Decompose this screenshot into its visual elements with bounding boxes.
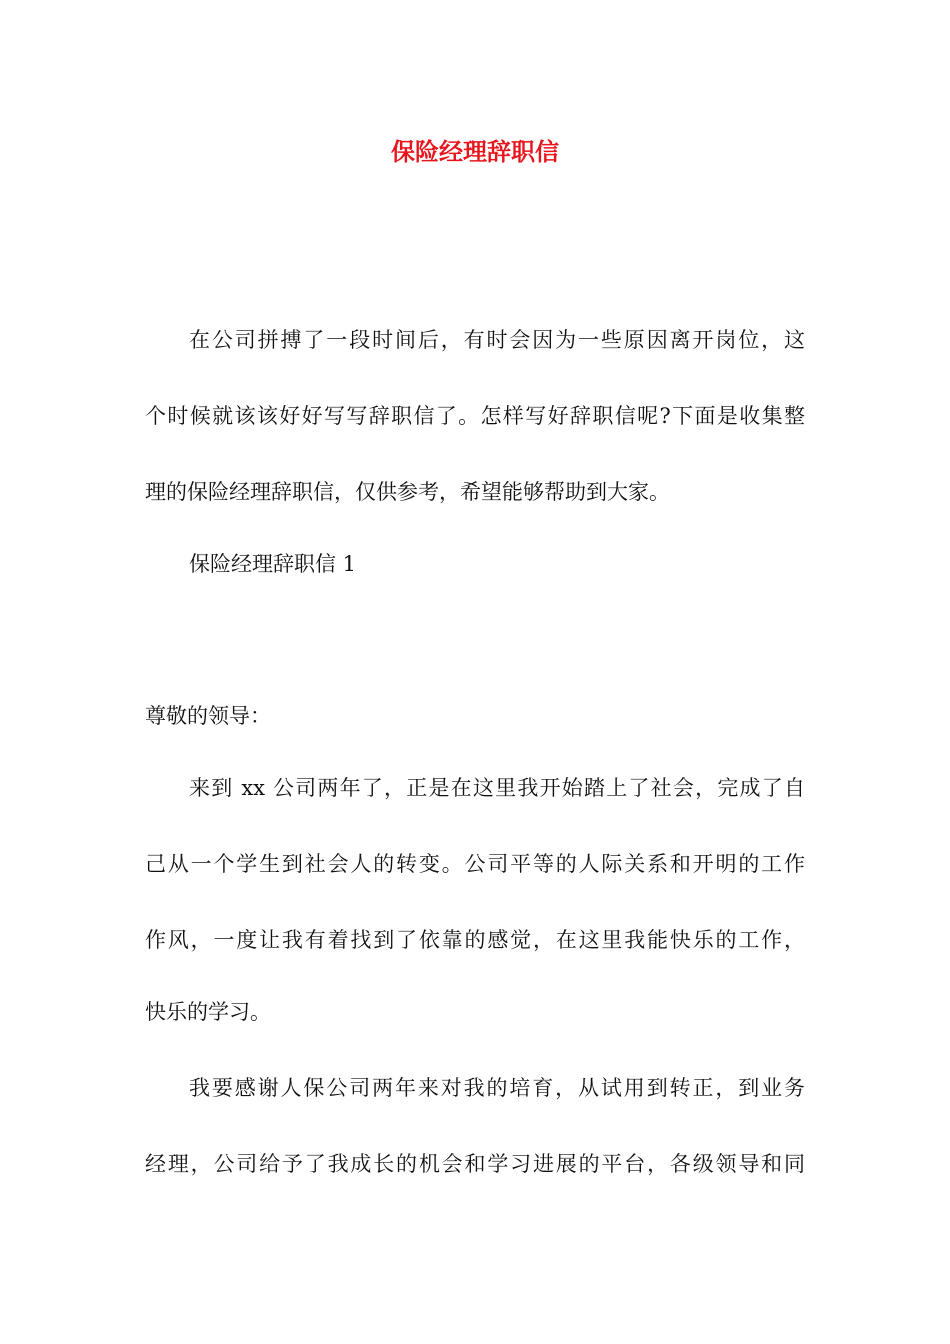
- paragraph-line-6: 作风，一度让我有着找到了依靠的感觉，在这里我能快乐的工作，: [145, 928, 805, 952]
- paragraph-line-4: 来到 xx 公司两年了，正是在这里我开始踏上了社会，完成了自: [189, 776, 805, 800]
- paragraph-line-2: 个时候就该该好好写写辞职信了。怎样写好辞职信呢?下面是收集整: [145, 404, 805, 428]
- section-heading: 保险经理辞职信 1: [189, 552, 357, 576]
- paragraph-line-5: 己从一个学生到社会人的转变。公司平等的人际关系和开明的工作: [145, 852, 805, 876]
- paragraph-line-3: 理的保险经理辞职信，仅供参考，希望能够帮助到大家。: [145, 480, 670, 504]
- salutation: 尊敬的领导：: [145, 704, 271, 728]
- paragraph-line-9: 经理，公司给予了我成长的机会和学习进展的平台，各级领导和同: [145, 1152, 805, 1176]
- paragraph-line-8: 我要感谢人保公司两年来对我的培育，从试用到转正，到业务: [189, 1076, 805, 1100]
- paragraph-line-1: 在公司拼搏了一段时间后，有时会因为一些原因离开岗位，这: [189, 328, 805, 352]
- paragraph-line-7: 快乐的学习。: [145, 1000, 271, 1024]
- document-title: 保险经理辞职信: [391, 137, 559, 166]
